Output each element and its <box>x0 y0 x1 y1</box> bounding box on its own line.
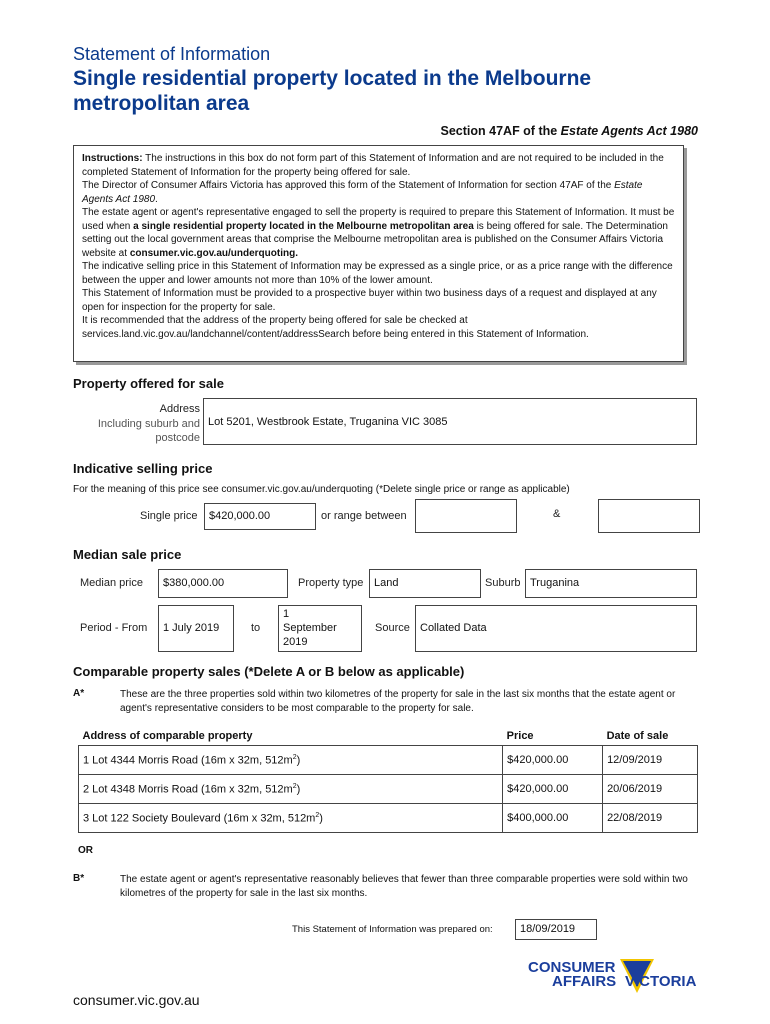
prepared-date-field[interactable]: 18/09/2019 <box>515 919 597 940</box>
instructions-box <box>73 145 684 362</box>
instructions-p4: The indicative selling price in this Statement of Information may be expressed as a single price, or as a price range with the difference between the upper and lower amounts not more than 10% of the lower amount. <box>82 261 673 286</box>
row-price[interactable]: $420,000.00 <box>503 746 603 775</box>
row-date[interactable]: 12/09/2019 <box>603 746 698 775</box>
median-price-label: Median price <box>80 577 143 589</box>
source-field[interactable]: Collated Data <box>415 605 697 652</box>
single-price-label: Single price <box>140 510 198 522</box>
range-amp: & <box>553 508 561 520</box>
row-address[interactable]: 2 Lot 4348 Morris Road (16m x 32m, $512m^2$) <box>79 775 503 804</box>
range-low-field[interactable] <box>415 499 517 533</box>
footer-url[interactable]: consumer.vic.gov.au <box>73 992 200 1008</box>
logo-line-victoria: VICTORIA <box>625 973 697 990</box>
option-a-text: These are the three properties sold within two kilometres of the property for sale in the last six months that the estate agent or agent's representative considers to be most comparable to the property for sale. <box>120 689 676 714</box>
address-field[interactable]: Lot 5201, Westbrook Estate, Truganina VIC 3085 <box>203 398 697 445</box>
row-address[interactable]: 1 Lot 4344 Morris Road (16m x 32m, $512m^2$) <box>79 746 503 775</box>
source-label: Source <box>375 622 410 634</box>
form-eyebrow: Statement of Information <box>73 44 271 64</box>
table-row <box>79 775 698 804</box>
single-price-field[interactable]: $420,000.00 <box>204 503 316 530</box>
consumer-affairs-victoria-logo <box>528 957 703 1007</box>
period-to-field[interactable]: 1 September 2019 <box>278 605 362 652</box>
comparable-table <box>78 727 698 833</box>
row-price[interactable]: $420,000.00 <box>503 775 603 804</box>
property-heading: Property offered for sale <box>73 376 224 391</box>
or-separator: OR <box>78 845 93 856</box>
table-row <box>79 746 698 775</box>
indicative-note: For the meaning of this price see consumer.vic.gov.au/underquoting (*Delete single price or range as applicable) <box>73 484 570 495</box>
row-date[interactable]: 22/08/2019 <box>603 804 698 833</box>
instructions-p3: The estate agent or agent's representative engaged to sell the property is required to prepare this Statement of Information. It must be used when a single residential property located in the Melbourne metropolitan area is being offered for sale. The Determination setting out the local government areas that comprise the Melbourne metropolitan area is published on the Consumer Affairs Victoria website at consumer.vic.gov.au/underquoting. <box>82 207 675 259</box>
period-to-label: to <box>251 622 261 634</box>
median-price-field[interactable]: $380,000.00 <box>158 569 288 598</box>
prepared-label: This Statement of Information was prepared on: <box>292 924 493 935</box>
section-reference: Section 47AF of the Estate Agents Act 1980 <box>440 124 698 138</box>
property-type-label: Property type <box>298 577 364 589</box>
underquoting-link[interactable]: consumer.vic.gov.au/underquoting. <box>129 247 298 259</box>
col-address: Address of comparable property <box>79 727 503 746</box>
row-price[interactable]: $400,000.00 <box>503 804 603 833</box>
instructions-p5: This Statement of Information must be provided to a prospective buyer within two business days of a request and displayed at any open for inspection for the property for sale. <box>82 288 657 313</box>
address-label: Address Including suburb and postcode <box>97 403 200 444</box>
range-high-field[interactable] <box>598 499 700 533</box>
row-date[interactable]: 20/06/2019 <box>603 775 698 804</box>
table-header-row <box>79 727 698 746</box>
logo-line-consumer: CONSUMER <box>528 959 616 976</box>
suburb-label: Suburb <box>485 577 521 589</box>
row-address[interactable]: 3 Lot 122 Society Boulevard (16m x 32m, $512m^2$) <box>79 804 503 833</box>
instructions-p2: The Director of Consumer Affairs Victoria has approved this form of the Statement of Information for section 47AF of the Estate Agents Act 1980. <box>82 180 643 205</box>
option-b-text: The estate agent or agent's representative reasonably believes that fewer than three comparable properties were sold within two kilometres of the property for sale in the last six months. <box>120 874 688 899</box>
suburb-field[interactable]: Truganina <box>525 569 697 598</box>
table-row <box>79 804 698 833</box>
instructions-p6: It is recommended that the address of the property being offered for sale be checked at services.land.vic.gov.au/landchannel/content/addressSearch before being entered in this Statement of Information. <box>82 315 589 340</box>
period-label: Period - From <box>80 622 148 634</box>
logo-line-affairs: AFFAIRS <box>552 973 617 990</box>
property-type-field[interactable]: Land <box>369 569 481 598</box>
median-heading: Median sale price <box>73 547 182 562</box>
indicative-heading: Indicative selling price <box>73 461 213 476</box>
option-a-label: A* <box>73 688 85 699</box>
col-date: Date of sale <box>603 727 698 746</box>
period-from-field[interactable]: 1 July 2019 <box>158 605 234 652</box>
comparable-heading: Comparable property sales (*Delete A or B below as applicable) <box>73 664 465 679</box>
col-price: Price <box>503 727 603 746</box>
option-b-label: B* <box>73 873 85 884</box>
range-label: or range between <box>321 510 407 522</box>
instructions-p1: Instructions: The instructions in this box do not form part of this Statement of Information and are not required to be included in the completed Statement of Information for the property being offered for sale. <box>82 153 664 178</box>
page-title: Single residential property located in the Melbourne metropolitan area <box>73 67 592 115</box>
